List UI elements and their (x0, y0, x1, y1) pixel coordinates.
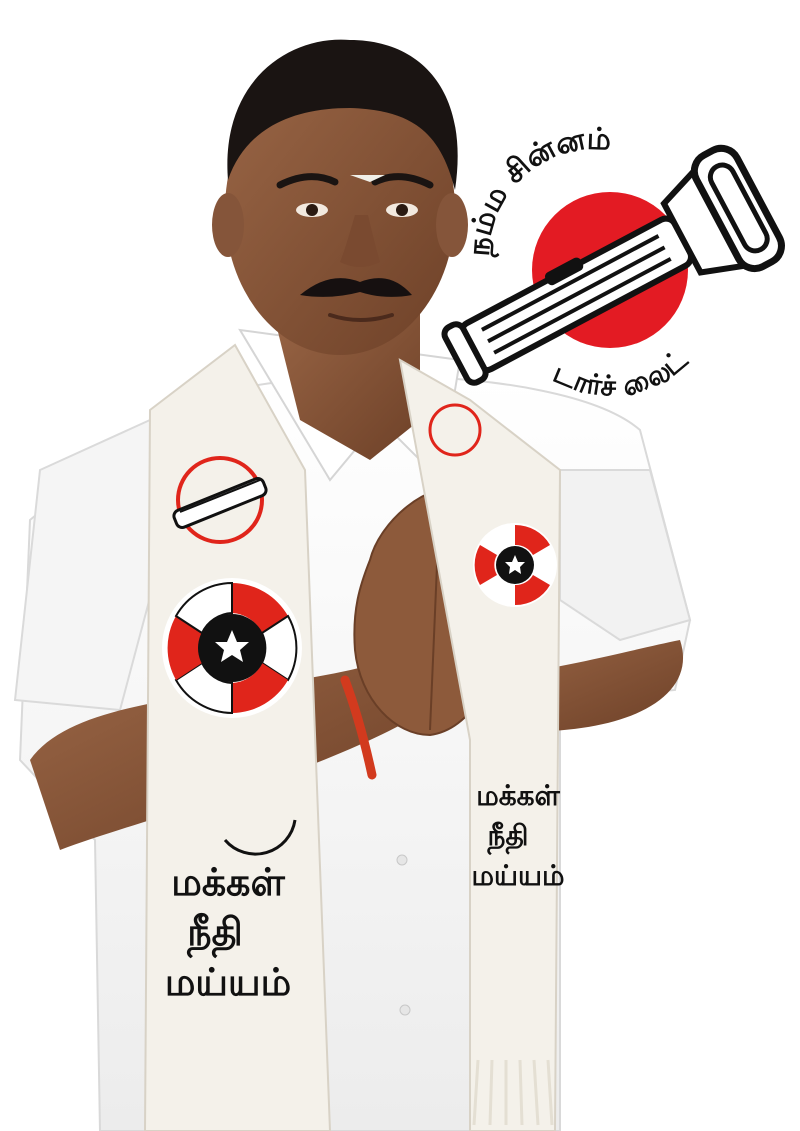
scarf-left-line-1: மக்கள் (171, 860, 285, 904)
torch-light-icon (430, 142, 788, 400)
scarf-left-line-2: நீதி (187, 910, 243, 954)
scarf-right-line-2: நீதி (487, 819, 529, 852)
scarf-left-line-3: மய்யம் (164, 960, 292, 1004)
badge-top-text: நம்ம சின்னம் (461, 121, 612, 258)
torch-symbol-badge (430, 120, 800, 400)
party-hands-emblem (162, 578, 302, 718)
scarf-right-line-3: மய்யம் (471, 859, 565, 892)
party-hands-emblem-right (473, 523, 557, 607)
badge-bottom-text: டார்ச் லைட் (548, 342, 694, 400)
scarf-right-line-1: மக்கள் (476, 779, 560, 812)
